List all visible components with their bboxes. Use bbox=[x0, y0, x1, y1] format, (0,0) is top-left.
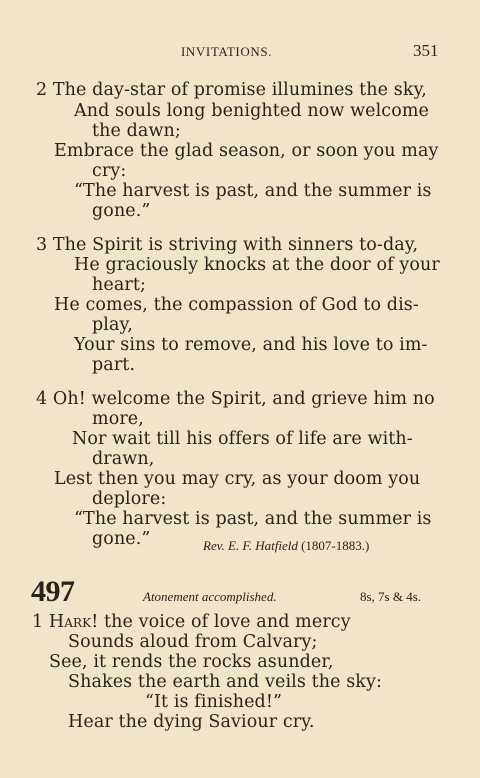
page-number: 351 bbox=[413, 41, 439, 60]
running-title: INVITATIONS. bbox=[181, 44, 273, 59]
hymn-number: 497 bbox=[31, 575, 75, 608]
verse-2-line-3: the dawn; bbox=[92, 121, 181, 141]
verse-4-line-5: Lest then you may cry, as your doom you bbox=[54, 469, 421, 489]
verse-3-line-4: He comes, the compassion of God to dis- bbox=[54, 295, 419, 315]
attribution bbox=[203, 538, 369, 554]
attribution-author: Rev. E. F. Hatfield bbox=[203, 538, 298, 553]
verse-3-line-7: part. bbox=[92, 355, 136, 375]
hymn-verse-1-line-5: “It is finished!” bbox=[145, 692, 283, 712]
verse-3-line-3: heart; bbox=[92, 275, 146, 295]
hymn-verse-1-line-2: Sounds aloud from Calvary; bbox=[68, 632, 318, 652]
hymn-verse-1-line-4: Shakes the earth and veils the sky: bbox=[68, 672, 382, 692]
hymn-title: Atonement accomplished. bbox=[143, 589, 277, 604]
verse-2-line-7: gone.” bbox=[92, 201, 151, 221]
attribution-dates: (1807-1883.) bbox=[301, 538, 370, 553]
hymn-verse-1-line-3: See, it rends the rocks asunder, bbox=[49, 652, 334, 672]
verse-3-line-2: He graciously knocks at the door of your bbox=[74, 255, 440, 275]
verse-2-line-5: cry: bbox=[92, 161, 127, 181]
verse-2-line-4: Embrace the glad season, or soon you may bbox=[54, 141, 439, 161]
line-rest: ! the voice of love and mercy bbox=[91, 612, 351, 632]
verse-2-line-2: And souls long benighted now welcome bbox=[74, 101, 429, 121]
verse-4-line-1: 4 Oh! welcome the Spirit, and grieve him no bbox=[36, 389, 435, 409]
verse-2-line-6: “The harvest is past, and the summer is bbox=[74, 181, 432, 201]
verse-2-line-1: 2 The day-star of promise illumines the sky, bbox=[36, 80, 427, 100]
verse-4-line-3: Nor wait till his offers of life are with- bbox=[72, 429, 413, 449]
verse-4-line-2: more, bbox=[92, 409, 144, 429]
verse-3-line-6: Your sins to remove, and his love to im- bbox=[74, 335, 428, 355]
verse-4-line-8: gone.” bbox=[92, 529, 151, 549]
verse-3-line-1: 3 The Spirit is striving with sinners to-day, bbox=[36, 235, 419, 255]
hymn-meter: 8s, 7s & 4s. bbox=[360, 589, 422, 604]
verse-3-line-5: play, bbox=[92, 315, 133, 335]
verse-4-line-4: drawn, bbox=[92, 449, 155, 469]
verse-4-line-6: deplore: bbox=[92, 489, 167, 509]
hymn-verse-1-line-6: Hear the dying Saviour cry. bbox=[68, 712, 315, 732]
hymn-verse-1-line-1 bbox=[32, 612, 351, 632]
verse-number: 1 bbox=[32, 612, 44, 632]
first-word: Hark bbox=[48, 612, 92, 632]
verse-4-line-7: “The harvest is past, and the summer is bbox=[74, 509, 432, 529]
